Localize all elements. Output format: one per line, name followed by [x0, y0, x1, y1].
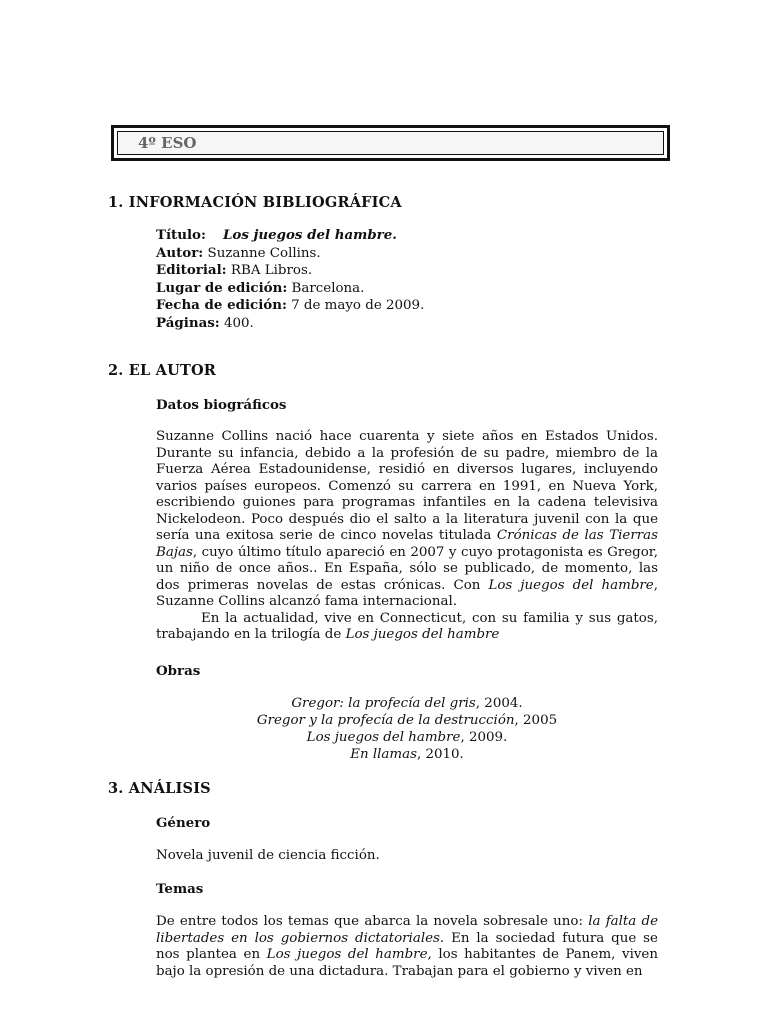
work-title: Gregor: la profecía del gris	[291, 696, 476, 711]
field-pages	[156, 315, 658, 333]
field-author	[156, 245, 658, 263]
work-year: , 2004.	[475, 696, 523, 711]
bio-p2-italic-1: Los juegos del hambre	[345, 627, 500, 642]
field-place	[156, 280, 658, 298]
themes-text-2: . En la sociedad futura que se nos plantea en	[156, 930, 658, 962]
bio-p1-italic-2: Los juegos del hambre	[488, 577, 654, 593]
work-title: Gregor y la profecía de la destrucción	[256, 713, 515, 728]
work-title: Los juegos del hambre	[306, 730, 461, 745]
field-date-value: 7 de mayo de 2009.	[291, 298, 425, 313]
field-author-value: Suzanne Collins.	[207, 245, 321, 261]
themes-text-1: De entre todos los temas que abarca la novela sobresale uno:	[156, 914, 589, 929]
bio-paragraph-1	[156, 429, 658, 611]
work-item	[156, 695, 658, 712]
field-place-label: Lugar de edición:	[156, 279, 288, 296]
bio-subheading: Datos biográficos	[156, 397, 287, 413]
field-place-value: Barcelona.	[291, 280, 365, 296]
themes-paragraph	[156, 914, 658, 980]
field-title-value: Los juegos del hambre.	[222, 227, 397, 243]
field-publisher-label: Editorial:	[156, 262, 227, 278]
genre-subheading: Género	[156, 815, 211, 831]
bio-paragraph-2	[156, 611, 658, 644]
section-2-heading: 2. EL AUTOR	[108, 362, 217, 379]
bio-p1-text-2: , cuyo último título apareció en 2007 y cuyo protagonista es Gregor, un niño de once años.. En España, sólo se publicado, de momento, las dos primeras novelas de estas crónicas. Con	[156, 544, 658, 593]
grade-label: 4º ESO	[138, 134, 197, 152]
work-year: , 2010.	[416, 747, 464, 762]
field-publisher	[156, 262, 658, 280]
themes-text	[156, 914, 658, 980]
work-year: , 2005	[514, 713, 558, 728]
bio-text	[156, 429, 658, 644]
field-title-label: Título:	[156, 227, 206, 243]
field-author-label: Autor:	[156, 244, 204, 261]
bio-p1-text-3: , Suzanne Collins alcanzó fama internacional.	[156, 577, 658, 609]
themes-subheading: Temas	[156, 881, 204, 897]
works-subheading: Obras	[156, 663, 201, 679]
themes-text-3: , los habitantes de Panem, viven bajo la opresión de una dictadura. Trabajan para el gobierno y viven en	[156, 947, 658, 979]
work-item	[156, 729, 658, 746]
work-title: En llamas	[350, 747, 417, 762]
field-date	[156, 297, 658, 315]
themes-italic-2: Los juegos del hambre	[266, 947, 428, 962]
field-pages-label: Páginas:	[156, 314, 220, 331]
bio-p1-text-1: Suzanne Collins nació hace cuarenta y siete años en Estados Unidos. Durante su infancia, debido a la profesión de su padre, miembro de la Fuerza Aérea Estadounidense, residió en diversos lugares, incluyendo varios países europeos. Comenzó su carrera en 1991, en Nueva York, escribiendo guiones para programas infantiles en la cadena televisiva Nickelodeon. Poco después dio el salto a la literatura juvenil con la que sería una exitosa serie de cinco novelas titulada	[156, 429, 658, 543]
bibliographic-info	[156, 227, 658, 332]
bio-p2-text-1: En la actualidad, vive en Connecticut, con su familia y sus gatos, trabajando en la trilogía de	[156, 610, 658, 642]
section-1-heading: 1. INFORMACIÓN BIBLIOGRÁFICA	[108, 194, 402, 211]
bio-p1-italic-1: Crónicas de las Tierras Bajas	[156, 528, 659, 560]
work-item	[156, 712, 658, 729]
grade-box-inner	[117, 131, 664, 155]
work-year: , 2009.	[460, 730, 508, 745]
section-3-heading: 3. ANÁLISIS	[108, 780, 211, 797]
genre-text: Novela juvenil de ciencia ficción.	[156, 848, 380, 863]
field-title	[156, 227, 658, 245]
field-publisher-value: RBA Libros.	[230, 263, 313, 278]
work-item	[156, 746, 658, 763]
field-pages-value: 400.	[224, 315, 254, 331]
grade-box	[111, 125, 670, 161]
themes-italic-1: la falta de libertades en los gobiernos dictatoriales	[156, 914, 658, 946]
field-date-label: Fecha de edición:	[156, 297, 287, 313]
works-list	[156, 695, 658, 763]
